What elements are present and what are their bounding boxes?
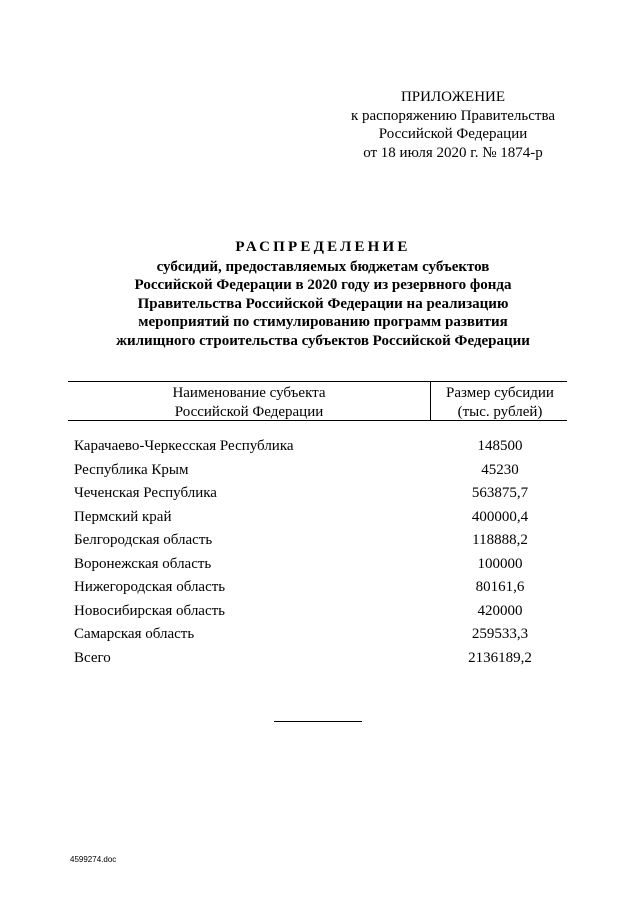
title-line: Российской Федерации в 2020 году из резервного фонда	[134, 277, 512, 293]
row-subsidy-amount: 118888,2	[472, 532, 528, 548]
row-subsidy-amount: 563875,7	[471, 485, 529, 501]
total-amount: 2136189,2	[468, 649, 532, 666]
document-title	[60, 238, 586, 350]
total-label: Всего	[74, 649, 111, 666]
appendix-title: ПРИЛОЖЕНИЕ	[400, 89, 506, 105]
row-region-name: Белгородская область	[74, 532, 213, 548]
table-top-rule	[68, 381, 567, 382]
appendix-block	[300, 88, 606, 162]
document-file-reference: 4599274.doc	[70, 855, 117, 864]
row-region-name: Пермский край	[74, 508, 172, 525]
title-line: мероприятий по стимулированию программ развития	[138, 314, 508, 330]
column-header-name: Наименование субъекта Российской Федерации	[172, 385, 326, 420]
row-subsidy-amount: 45230	[481, 461, 519, 478]
appendix-line-1: к распоряжению Правительства	[350, 107, 555, 124]
row-region-name: Новосибирская область	[74, 602, 226, 619]
row-region-name: Карачаево-Черкесская Республика	[74, 438, 294, 454]
row-subsidy-amount: 100000	[477, 555, 523, 572]
row-region-name: Самарская область	[74, 626, 195, 642]
row-region-name: Чеченская Республика	[74, 485, 217, 501]
document-heading: РАСПРЕДЕЛЕНИЕ	[235, 239, 411, 255]
row-region-name: Воронежская область	[74, 555, 212, 572]
title-line: Правительства Российской Федерации на реализацию	[137, 295, 509, 312]
title-line: жилищного строительства субъектов Российской Федерации	[116, 332, 530, 349]
row-region-name: Нижегородская область	[74, 579, 226, 595]
row-subsidy-amount: 80161,6	[475, 579, 525, 595]
row-region-name: Республика Крым	[74, 461, 189, 478]
row-subsidy-amount: 148500	[477, 438, 523, 454]
title-line: субсидий, предоставляемых бюджетам субъектов	[156, 258, 490, 275]
appendix-line-3: от 18 июля 2020 г. № 1874-р	[363, 144, 543, 161]
appendix-line-2: Российской Федерации	[378, 126, 528, 142]
table-column-divider	[430, 381, 431, 421]
row-subsidy-amount: 420000	[477, 602, 523, 619]
row-subsidy-amount: 400000,4	[471, 508, 529, 525]
row-subsidy-amount: 259533,3	[471, 626, 529, 642]
closing-separator	[274, 721, 362, 722]
column-header-amount: Размер субсидии (тыс. рублей)	[446, 385, 554, 420]
